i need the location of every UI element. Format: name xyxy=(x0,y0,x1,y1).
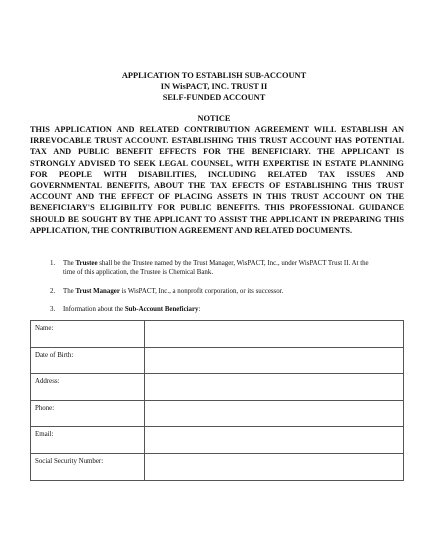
document-header xyxy=(0,70,428,103)
address-field[interactable] xyxy=(145,374,404,401)
list-item-trust-manager xyxy=(50,287,380,296)
list-item-text xyxy=(63,305,380,314)
text-run: shall be the Trustee named by the Trust Manager, WisPACT, Inc., under WisPACT Trust II. At the time of this application, the Trustee is Chemical Bank. xyxy=(63,260,369,277)
bold-term: Trustee xyxy=(75,260,98,267)
field-label-phone: Phone: xyxy=(31,400,145,427)
header-line-3: SELF-FUNDED ACCOUNT xyxy=(162,93,266,102)
table-row xyxy=(31,347,404,374)
text-run: The xyxy=(63,287,76,295)
list-item-trustee xyxy=(50,259,380,278)
field-label-date-of-birth: Date of Birth: xyxy=(31,347,145,374)
bold-term: Sub-Account Beneficiary xyxy=(124,306,199,314)
numbered-list xyxy=(50,259,380,324)
phone-field[interactable] xyxy=(145,400,404,427)
field-label-ssn: Social Security Number: xyxy=(31,453,145,480)
header-line-2: IN WisPACT, INC. TRUST II xyxy=(160,82,268,91)
beneficiary-info-table xyxy=(30,320,404,481)
table-row xyxy=(31,374,404,401)
name-field[interactable] xyxy=(145,321,404,348)
list-item-text xyxy=(63,287,380,296)
text-run: Information about the xyxy=(63,306,125,314)
notice-body: THIS APPLICATION AND RELATED CONTRIBUTION AGREEMENT WILL ESTABLISH AN IRREVOCABLE TRUST ACCOUNT. ESTABLISHING THIS TRUST ACCOUNT HAS POTENTIAL TAX AND PUBLIC BENEFIT EFFECTS FOR THE BENEFICIARY. THE APPLICANT IS STRONGLY ADVISED TO SEEK LEGAL COUNSEL, WITH EXPERTISE IN ESTATE PLANNING FOR PEOPLE WITH DISABILITIES, INCLUDING RELATED TAX ISSUES AND GOVERNMENTAL BENEFITS, ABOUT THE TAX EFECTS OF ESTABLISHING THIS TRUST ACCOUNT AND THE EFFECT OF PLACING ASSETS IN THIS TRUST ACCOUNT ON THE BENEFICIARY'S ELIGIBILITY FOR PUBLIC BENEFITS. THIS PROFESSIONAL GUIDANCE SHOULD BE SOUGHT BY THE APPLICANT TO ASSIST THE APPLICANT IN PREPARING THIS APPLICATION, THE CONTRIBUTION AGREEMENT AND RELATED DOCUMENTS. xyxy=(30,125,404,235)
field-label-name: Name: xyxy=(31,321,145,348)
table-row xyxy=(31,427,404,454)
list-item-number: 2. xyxy=(50,287,56,295)
ssn-field[interactable] xyxy=(145,453,404,480)
text-run: is WisPACT, Inc., a nonprofit corporation, or its successor. xyxy=(119,287,284,295)
bold-term: Trust Manager xyxy=(75,287,120,295)
table-row xyxy=(31,400,404,427)
list-item-number: 1. xyxy=(50,260,56,267)
table-row xyxy=(31,453,404,480)
field-label-email: Email: xyxy=(31,427,145,454)
date-of-birth-field[interactable] xyxy=(145,347,404,374)
table-row xyxy=(31,321,404,348)
field-label-address: Address: xyxy=(31,374,145,401)
text-run: The xyxy=(63,260,76,267)
list-item-beneficiary xyxy=(50,305,380,314)
email-field[interactable] xyxy=(145,427,404,454)
text-run: : xyxy=(198,306,201,314)
list-item-text xyxy=(63,259,380,278)
notice-title: NOTICE xyxy=(197,114,231,123)
header-line-1: APPLICATION TO ESTABLISH SUB-ACCOUNT xyxy=(121,71,307,80)
list-item-number: 3. xyxy=(50,306,56,314)
